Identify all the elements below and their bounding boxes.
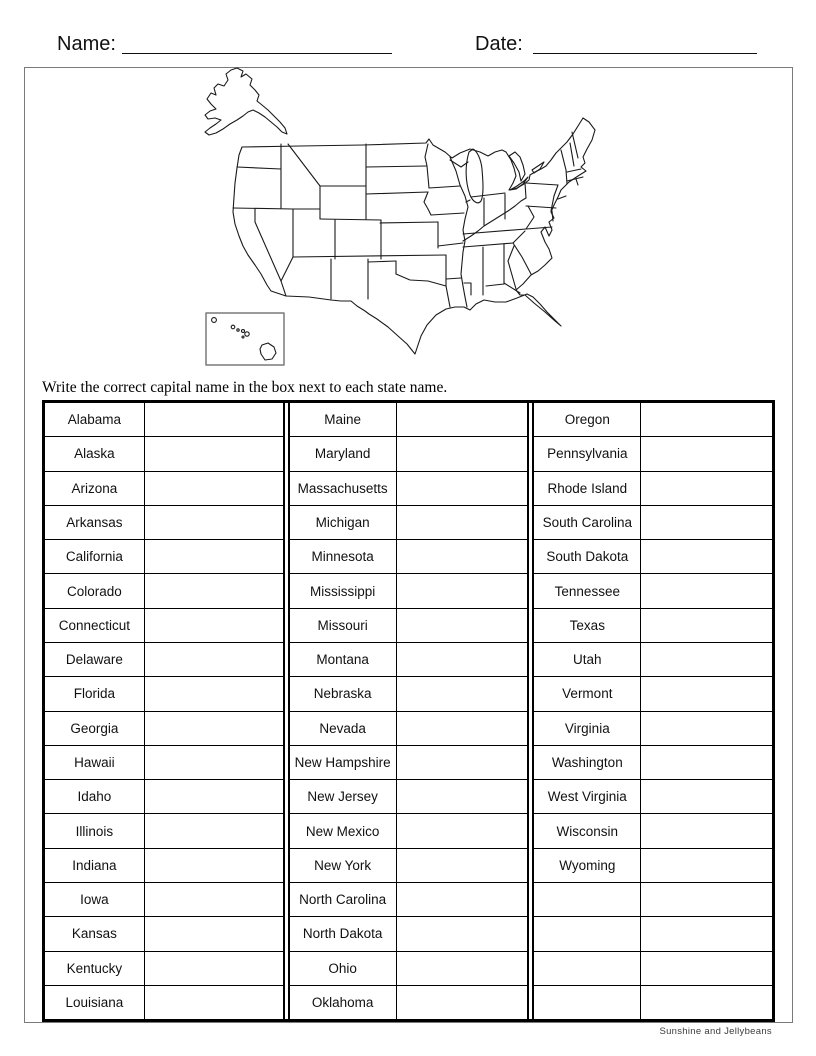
name-label: Name:: [57, 33, 116, 55]
state-name-cell: Kansas: [45, 917, 145, 950]
capital-answer-box[interactable]: [145, 506, 283, 539]
state-name-cell: Nevada: [290, 712, 397, 745]
capital-answer-box[interactable]: [397, 952, 528, 985]
table-row: [534, 609, 772, 643]
footer-credit: Sunshine and Jellybeans: [659, 1026, 772, 1037]
state-name-cell: California: [45, 540, 145, 573]
table-row: [290, 814, 528, 848]
table-row: [45, 986, 283, 1019]
capital-answer-box[interactable]: [145, 472, 283, 505]
table-row: [290, 540, 528, 574]
capital-answer-box[interactable]: [145, 540, 283, 573]
table-row: [534, 506, 772, 540]
table-row: [45, 952, 283, 986]
table-row: [290, 986, 528, 1019]
capital-answer-box[interactable]: [641, 849, 772, 882]
table-row: [290, 506, 528, 540]
state-name-cell: Virginia: [534, 712, 641, 745]
state-name-cell: Massachusetts: [290, 472, 397, 505]
table-row: [45, 917, 283, 951]
table-row: [45, 849, 283, 883]
table-row: [534, 540, 772, 574]
table-column-2: [288, 403, 530, 1019]
state-name-cell: Mississippi: [290, 574, 397, 607]
table-row: [290, 643, 528, 677]
table-row: [45, 574, 283, 608]
table-row: [45, 609, 283, 643]
state-name-cell: Georgia: [45, 712, 145, 745]
capital-answer-box[interactable]: [641, 952, 772, 985]
state-name-cell: Rhode Island: [534, 472, 641, 505]
capital-answer-box[interactable]: [145, 746, 283, 779]
table-row: [290, 472, 528, 506]
state-name-cell: North Dakota: [290, 917, 397, 950]
state-name-cell: Idaho: [45, 780, 145, 813]
table-row: [290, 677, 528, 711]
state-name-cell: Maryland: [290, 437, 397, 470]
table-row: [45, 437, 283, 471]
capital-answer-box[interactable]: [641, 403, 772, 436]
state-name-cell: Alaska: [45, 437, 145, 470]
state-name-cell: Connecticut: [45, 609, 145, 642]
table-row: [45, 712, 283, 746]
capitals-table: [42, 400, 775, 1022]
table-row: [534, 780, 772, 814]
state-name-cell: Wyoming: [534, 849, 641, 882]
table-row: [45, 506, 283, 540]
state-name-cell: Texas: [534, 609, 641, 642]
table-row: [45, 746, 283, 780]
capital-answer-box[interactable]: [145, 883, 283, 916]
table-row: [290, 574, 528, 608]
capital-answer-box[interactable]: [145, 849, 283, 882]
state-name-cell: Delaware: [45, 643, 145, 676]
state-name-cell: Iowa: [45, 883, 145, 916]
state-name-cell: Nebraska: [290, 677, 397, 710]
alaska-outline: [205, 68, 287, 135]
state-name-cell: West Virginia: [534, 780, 641, 813]
capital-answer-box[interactable]: [145, 917, 283, 950]
state-name-cell: Minnesota: [290, 540, 397, 573]
contiguous-us-outline: [233, 118, 595, 354]
table-row: [534, 746, 772, 780]
capital-answer-box[interactable]: [641, 437, 772, 470]
table-row: [290, 849, 528, 883]
capital-answer-box[interactable]: [397, 780, 528, 813]
date-write-line[interactable]: [533, 52, 757, 54]
table-row: [45, 472, 283, 506]
state-name-cell: Wisconsin: [534, 814, 641, 847]
capital-answer-box[interactable]: [397, 883, 528, 916]
table-row: [45, 403, 283, 437]
capital-answer-box[interactable]: [145, 986, 283, 1019]
table-row: [290, 883, 528, 917]
capital-answer-box[interactable]: [641, 540, 772, 573]
capital-answer-box[interactable]: [397, 712, 528, 745]
capital-answer-box[interactable]: [641, 746, 772, 779]
capital-answer-box[interactable]: [397, 506, 528, 539]
state-name-cell: Alabama: [45, 403, 145, 436]
state-name-cell: [534, 986, 641, 1019]
capital-answer-box[interactable]: [641, 780, 772, 813]
table-row: [290, 437, 528, 471]
capital-answer-box[interactable]: [397, 917, 528, 950]
capital-answer-box[interactable]: [397, 814, 528, 847]
table-row: [290, 746, 528, 780]
capital-answer-box[interactable]: [641, 574, 772, 607]
hawaii-inset-box: [206, 313, 284, 365]
table-row: [290, 403, 528, 437]
state-name-cell: Arkansas: [45, 506, 145, 539]
capital-answer-box[interactable]: [145, 677, 283, 710]
state-name-cell: Utah: [534, 643, 641, 676]
state-name-cell: Missouri: [290, 609, 397, 642]
capital-answer-box[interactable]: [641, 814, 772, 847]
us-map-image: [24, 66, 794, 398]
table-row: [45, 814, 283, 848]
capital-answer-box[interactable]: [397, 643, 528, 676]
table-row: [290, 780, 528, 814]
table-row: [45, 643, 283, 677]
state-name-cell: Oklahoma: [290, 986, 397, 1019]
table-column-3: [532, 403, 772, 1019]
capital-answer-box[interactable]: [641, 677, 772, 710]
state-name-cell: [534, 952, 641, 985]
table-row: [534, 917, 772, 951]
capital-answer-box[interactable]: [641, 472, 772, 505]
table-row: [534, 986, 772, 1019]
state-name-cell: Vermont: [534, 677, 641, 710]
capital-answer-box[interactable]: [641, 883, 772, 916]
capital-answer-box[interactable]: [397, 437, 528, 470]
state-name-cell: Michigan: [290, 506, 397, 539]
state-name-cell: Hawaii: [45, 746, 145, 779]
state-name-cell: South Dakota: [534, 540, 641, 573]
state-name-cell: New Hampshire: [290, 746, 397, 779]
capital-answer-box[interactable]: [145, 780, 283, 813]
hawaii-big-island: [260, 343, 276, 360]
table-column-1: [45, 403, 285, 1019]
table-row: [534, 403, 772, 437]
capital-answer-box[interactable]: [641, 917, 772, 950]
table-row: [45, 883, 283, 917]
capital-answer-box[interactable]: [397, 574, 528, 607]
capital-answer-box[interactable]: [641, 609, 772, 642]
state-name-cell: Florida: [45, 677, 145, 710]
table-row: [534, 677, 772, 711]
name-write-line[interactable]: [122, 52, 392, 54]
table-row: [534, 574, 772, 608]
capital-answer-box[interactable]: [397, 986, 528, 1019]
state-name-cell: Colorado: [45, 574, 145, 607]
table-row: [45, 540, 283, 574]
state-name-cell: Illinois: [45, 814, 145, 847]
state-name-cell: Ohio: [290, 952, 397, 985]
state-name-cell: [534, 883, 641, 916]
state-name-cell: Washington: [534, 746, 641, 779]
capital-answer-box[interactable]: [145, 952, 283, 985]
state-name-cell: Oregon: [534, 403, 641, 436]
state-name-cell: Kentucky: [45, 952, 145, 985]
table-row: [290, 712, 528, 746]
capital-answer-box[interactable]: [641, 986, 772, 1019]
state-name-cell: Indiana: [45, 849, 145, 882]
table-row: [290, 609, 528, 643]
capital-answer-box[interactable]: [397, 609, 528, 642]
state-name-cell: New Mexico: [290, 814, 397, 847]
capital-answer-box[interactable]: [397, 677, 528, 710]
date-label: Date:: [475, 33, 523, 55]
state-name-cell: Louisiana: [45, 986, 145, 1019]
capital-answer-box[interactable]: [145, 403, 283, 436]
table-row: [534, 883, 772, 917]
capital-answer-box[interactable]: [397, 472, 528, 505]
capital-answer-box[interactable]: [641, 643, 772, 676]
instruction-text: Write the correct capital name in the box next to each state name.: [42, 379, 448, 396]
state-name-cell: Montana: [290, 643, 397, 676]
capital-answer-box[interactable]: [145, 712, 283, 745]
capital-answer-box[interactable]: [145, 574, 283, 607]
capital-answer-box[interactable]: [397, 403, 528, 436]
table-row: [45, 677, 283, 711]
capital-answer-box[interactable]: [145, 609, 283, 642]
capital-answer-box[interactable]: [145, 643, 283, 676]
capital-answer-box[interactable]: [641, 712, 772, 745]
state-name-cell: New York: [290, 849, 397, 882]
table-row: [290, 917, 528, 951]
capital-answer-box[interactable]: [641, 506, 772, 539]
capital-answer-box[interactable]: [397, 849, 528, 882]
table-row: [534, 643, 772, 677]
table-row: [290, 952, 528, 986]
capital-answer-box[interactable]: [145, 814, 283, 847]
table-row: [534, 814, 772, 848]
table-row: [534, 952, 772, 986]
table-row: [534, 437, 772, 471]
state-name-cell: Arizona: [45, 472, 145, 505]
state-name-cell: North Carolina: [290, 883, 397, 916]
table-row: [534, 849, 772, 883]
state-name-cell: New Jersey: [290, 780, 397, 813]
capital-answer-box[interactable]: [397, 746, 528, 779]
capital-answer-box[interactable]: [145, 437, 283, 470]
capital-answer-box[interactable]: [397, 540, 528, 573]
table-row: [534, 472, 772, 506]
table-row: [45, 780, 283, 814]
state-name-cell: Pennsylvania: [534, 437, 641, 470]
state-name-cell: Maine: [290, 403, 397, 436]
state-name-cell: [534, 917, 641, 950]
state-name-cell: South Carolina: [534, 506, 641, 539]
table-row: [534, 712, 772, 746]
state-name-cell: Tennessee: [534, 574, 641, 607]
